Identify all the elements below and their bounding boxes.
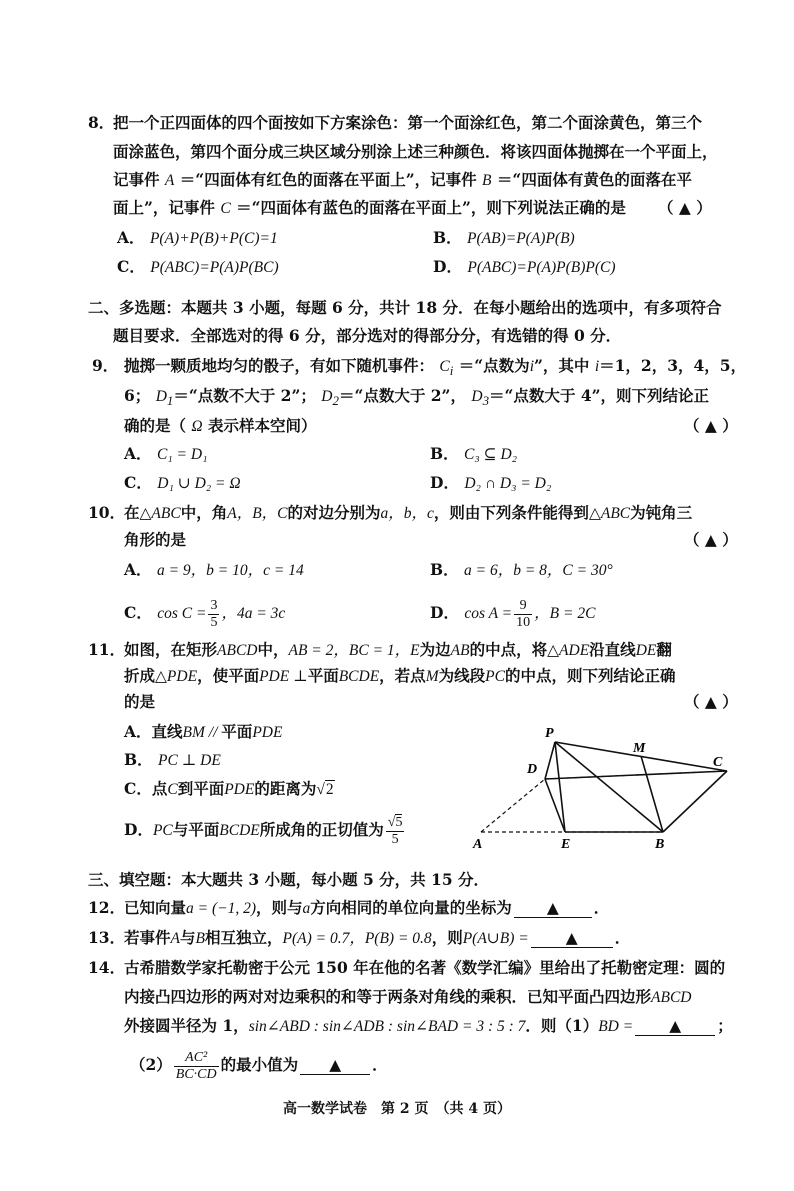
q10-number: 10． — [88, 503, 126, 522]
q8-option-a[interactable] — [117, 228, 278, 249]
q10-text: 的对边分别为 — [287, 503, 381, 522]
q14-line3 — [124, 1016, 733, 1037]
q8-text: ＝“四面体有红色的面落在平面上”，记事件 — [179, 170, 477, 189]
option-text: 所成角的正切值为 — [259, 820, 384, 839]
q14-text: 的最小值为 — [220, 1055, 299, 1074]
denominator: BC·CD — [175, 1066, 217, 1082]
option-text: D₂ ∩ D₃ = D₂ — [464, 475, 552, 492]
q8-event-a: A — [164, 172, 175, 189]
label-D: D — [527, 762, 538, 777]
option-label: C． — [124, 603, 152, 622]
option-label: A． — [124, 560, 152, 579]
symbol: D — [321, 388, 333, 405]
symbol: PDE — [252, 724, 283, 741]
option-label: B． — [124, 750, 153, 769]
q11-line3: 的是 — [124, 692, 156, 711]
symbol: △ABC — [139, 505, 181, 522]
option-label: D． — [430, 603, 459, 622]
q9-text: 表示样本空间） — [208, 416, 317, 435]
symbol: Ω — [191, 418, 203, 435]
symbol: BD = — [598, 1018, 634, 1035]
symbol: AB — [450, 642, 470, 659]
numerator: √5 — [387, 814, 403, 830]
q8-line4 — [113, 198, 626, 219]
q13-text: 若事件 — [124, 928, 171, 947]
q11-text: 的中点，则下列结论正确 — [504, 666, 676, 685]
symbol: ABCD — [651, 989, 692, 1006]
symbol: a，b，c — [380, 505, 434, 522]
symbol: PDE ⊥ — [259, 668, 308, 685]
q8-text: ＝“四面体有黄色的面落在平 — [496, 170, 692, 189]
q13-number: 13． — [88, 928, 126, 947]
symbol: △PDE — [155, 668, 198, 685]
symbol: BM // — [182, 724, 222, 741]
q8-text: 记事件 — [113, 170, 160, 189]
q10-text: ，则由下列条件能得到 — [433, 503, 589, 522]
symbol: A，B，C — [227, 505, 288, 522]
q12-answer-blank[interactable]: ▲ — [514, 899, 592, 918]
symbol: BCDE — [338, 668, 380, 685]
symbol: a = (−1, 2) — [186, 900, 257, 917]
fraction — [514, 598, 532, 631]
q11-text: 沿直线 — [589, 640, 636, 659]
q14-answer-blank-1[interactable]: ▲ — [635, 1017, 715, 1036]
option-text: ，4a = 3c — [221, 605, 286, 622]
symbol: C — [167, 781, 178, 798]
radicand: 5 — [395, 814, 403, 830]
q13-answer-blank[interactable]: ▲ — [531, 929, 613, 948]
option-label: B． — [430, 560, 459, 579]
q14-number: 14． — [88, 958, 126, 977]
q14-text: ； — [717, 1016, 733, 1035]
q11-number: 11． — [88, 640, 126, 659]
q11-text: 的中点，将 — [469, 640, 548, 659]
option-label: C． — [124, 473, 152, 492]
edge-DC-solid — [545, 771, 727, 779]
q12-text: ，则与 — [256, 898, 303, 917]
symbol: P(A∪B) = — [462, 930, 529, 947]
q12-number: 12． — [88, 898, 126, 917]
q12-text: ． — [593, 898, 610, 917]
option-text: C₃ ⊆ D₂ — [464, 446, 518, 463]
q11-text: 为边 — [419, 640, 451, 659]
option-text: 直线 — [151, 722, 183, 741]
q9-text: ＝“点数为 — [458, 356, 530, 375]
label-M: M — [633, 741, 646, 756]
symbol: △ADE — [547, 642, 590, 659]
q11-text: 中， — [257, 640, 289, 659]
q11-answer-slot[interactable]: （ ▲ ） — [684, 692, 738, 711]
symbol: BCDE — [219, 822, 260, 839]
q10-text: 中，角 — [180, 503, 228, 522]
q10-option-c[interactable] — [124, 595, 285, 632]
q9-line3 — [124, 416, 317, 437]
q8-line3 — [113, 170, 692, 191]
q9-option-d[interactable] — [430, 473, 551, 494]
q11-text: ，若点 — [379, 666, 426, 685]
q8-text: ＝“四面体有蓝色的面落在平面上”，则下列说法正确的是 — [236, 198, 626, 217]
q9-text: 抛掷一颗质地均匀的骰子，有如下随机事件： — [124, 356, 435, 375]
symbol: M — [425, 668, 439, 685]
q14-text: ．则（1） — [525, 1016, 599, 1035]
symbol: B — [195, 930, 205, 947]
q11-figure — [465, 720, 740, 855]
symbol: D — [471, 388, 483, 405]
q9-event-d2 — [321, 388, 339, 409]
q9-text: ＝“点数大于 4”，则下列结论正 — [489, 386, 710, 405]
q10-line2: 角形的是 — [124, 530, 187, 549]
symbol: PDE — [224, 781, 255, 798]
q8-answer-slot[interactable]: （ ▲ ） — [658, 198, 712, 217]
q8-number: 8． — [88, 113, 115, 132]
symbol: AB = 2，BC = 1，E — [288, 642, 420, 659]
q8-line1: 把一个正四面体的四个面按如下方案涂色：第一个面涂红色，第二个面涂黄色，第三个 — [113, 113, 703, 132]
label-C: C — [713, 755, 723, 770]
q11-text: ，使平面 — [197, 666, 260, 685]
q9-option-a[interactable] — [124, 444, 207, 465]
sqrt: √2 — [316, 781, 334, 798]
q9-text: 确的是（ — [124, 416, 187, 435]
q9-text: ”，其中 — [534, 356, 590, 375]
option-text: cos C = — [157, 605, 207, 622]
option-label: C． — [117, 257, 145, 276]
radicand: 2 — [325, 781, 334, 798]
option-label: D． — [430, 473, 459, 492]
option-text: ，B = 2C — [534, 605, 596, 622]
option-label: D． — [124, 820, 153, 839]
edge-PD — [545, 742, 555, 779]
q11-option-b[interactable] — [124, 750, 221, 771]
subscript: 3 — [482, 393, 490, 409]
q9-number: 9． — [92, 356, 119, 375]
q9-event-ci — [439, 358, 454, 379]
q10-option-b[interactable] — [430, 560, 613, 581]
q9-event-d1 — [155, 388, 174, 409]
label-B: B — [655, 837, 665, 852]
option-text: 的距离为 — [254, 779, 317, 798]
q11-text: 平面 — [307, 666, 339, 685]
denominator: 5 — [391, 831, 399, 847]
option-text: 点 — [151, 779, 168, 798]
q14-line2 — [124, 987, 691, 1008]
label-E: E — [561, 837, 571, 852]
symbol: △ABC — [588, 505, 631, 522]
symbol: C — [439, 358, 450, 375]
symbol: A — [170, 930, 180, 947]
section3-heading: 三、填空题：本大题共 3 小题，每小题 5 分，共 15 分． — [88, 870, 490, 889]
symbol: ABCD — [217, 642, 258, 659]
option-text: cos A = — [464, 605, 513, 622]
q8-text: 面上”，记事件 — [113, 198, 215, 217]
q8-option-c[interactable] — [117, 257, 279, 278]
symbol: DE — [635, 642, 657, 659]
q8-line2: 面涂蓝色，第四个面分成三块区域分别涂上述三种颜色．将该四面体抛掷在一个平面上， — [113, 142, 718, 161]
q14-text: 内接凸四边形的两对对边乘积的和等于两条对角线的乘积．已知平面凸四边形 — [124, 987, 652, 1006]
numerator: 9 — [514, 598, 532, 615]
option-text: 平面 — [221, 722, 253, 741]
edge-AD — [481, 779, 545, 832]
q11-text: 为线段 — [438, 666, 486, 685]
q10-line1 — [124, 503, 692, 524]
q9-text: ＝“点数大于 2”， — [338, 386, 466, 405]
q12-text: 方向相同的单位向量的坐标为 — [310, 898, 512, 917]
q9-text: ＝1，2，3，4，5， — [599, 356, 747, 375]
option-text: D₁ ∪ D₂ = Ω — [157, 475, 241, 492]
numerator: AC² — [174, 1050, 219, 1067]
edge-BC — [663, 771, 727, 832]
symbol: i — [529, 358, 534, 375]
q10-option-a[interactable] — [124, 560, 304, 581]
subscript: 1 — [166, 393, 174, 409]
q11-option-a[interactable] — [124, 722, 282, 743]
q11-line1 — [124, 640, 672, 661]
symbol: P(A) = 0.7，P(B) = 0.8 — [282, 930, 432, 947]
numerator: 3 — [210, 597, 218, 613]
q9-line2 — [124, 386, 709, 411]
q10-text: 为钝角三 — [630, 503, 693, 522]
option-text: P(ABC)=P(A)P(BC) — [150, 259, 279, 276]
q11-text: 如图，在矩形 — [124, 640, 218, 659]
q11-text: 翻 — [656, 640, 672, 659]
q9-event-d3 — [471, 388, 490, 409]
option-label: A． — [117, 228, 145, 247]
label-P: P — [545, 726, 554, 741]
q8-event-b: B — [482, 172, 492, 189]
q9-option-b[interactable] — [430, 444, 517, 465]
option-label: A． — [124, 444, 152, 463]
symbol: PC — [152, 822, 173, 839]
option-label: D． — [433, 257, 462, 276]
q8-option-d[interactable] — [433, 257, 616, 278]
q12-line — [124, 898, 609, 919]
q8-option-b[interactable] — [433, 228, 575, 249]
q10-text: 在 — [124, 503, 140, 522]
denominator: 5 — [210, 614, 218, 630]
q14-line1: 古希腊数学家托勒密于公元 150 年在他的名著《数学汇编》里给出了托勒密定理：圆的 — [124, 958, 726, 977]
option-text: PC ⊥ DE — [158, 752, 221, 769]
option-label: B． — [433, 228, 462, 247]
q14-answer-blank-2[interactable]: ▲ — [300, 1056, 370, 1075]
option-text: P(AB)=P(A)P(B) — [467, 230, 575, 247]
option-label: B． — [430, 444, 459, 463]
option-text: P(ABC)=P(A)P(B)P(C) — [467, 259, 616, 276]
q13-text: 相互独立， — [204, 928, 283, 947]
option-text: 到平面 — [177, 779, 225, 798]
q9-text: ＝“点数不大于 2”； — [173, 386, 316, 405]
q9-answer-slot[interactable]: （ ▲ ） — [684, 416, 738, 435]
q9-option-c[interactable] — [124, 473, 241, 494]
option-text: 与平面 — [172, 820, 220, 839]
symbol: PC — [485, 668, 505, 685]
q8-event-c: C — [220, 200, 231, 217]
subscript: i — [449, 363, 454, 379]
q14-line4 — [130, 1046, 388, 1084]
option-text: P(A)+P(B)+P(C)=1 — [149, 230, 278, 247]
subscript: 2 — [332, 393, 339, 409]
denominator: 10 — [516, 614, 531, 630]
option-label: C． — [124, 779, 152, 798]
q13-text: ，则 — [431, 928, 463, 947]
q14-text: ． — [372, 1055, 388, 1074]
page-footer: 高一数学试卷 第 2 页 （共 4 页） — [283, 1101, 511, 1117]
q11-text: 折成 — [124, 666, 156, 685]
option-text: a = 9，b = 10，c = 14 — [156, 562, 304, 579]
section2-heading: 二、多选题：本题共 3 小题，每题 6 分，共计 18 分．在每小题给出的选项中，有多项符合 — [88, 298, 722, 317]
q11-option-d[interactable] — [124, 812, 406, 849]
fraction — [174, 1050, 219, 1083]
q10-answer-slot[interactable]: （ ▲ ） — [684, 530, 738, 549]
q14-text: 外接圆半径为 1， — [124, 1016, 249, 1035]
q9-line1 — [124, 356, 746, 381]
symbol: i — [594, 358, 600, 375]
option-text: C₁ = D₁ — [156, 446, 208, 463]
option-label: A． — [124, 722, 152, 741]
section2-heading-line2: 题目要求．全部选对的得 6 分，部分选对的得部分分，有选错的得 0 分． — [113, 326, 622, 345]
q9-text: 6； — [124, 386, 151, 405]
q14-text: （2） — [130, 1055, 172, 1074]
edge-MB — [641, 756, 663, 832]
q13-line — [124, 928, 630, 949]
q10-option-d[interactable] — [430, 595, 595, 632]
option-text: a = 6，b = 8，C = 30° — [464, 562, 613, 579]
symbol: a — [302, 900, 311, 917]
edge-PB — [555, 742, 663, 832]
symbol: sin∠ABD : sin∠ADB : sin∠BAD = 3 : 5 : 7 — [248, 1018, 526, 1035]
fraction — [386, 815, 405, 848]
q11-line2 — [124, 666, 675, 687]
symbol: D — [155, 388, 167, 405]
q12-text: 已知向量 — [124, 898, 187, 917]
fraction — [208, 598, 219, 631]
q11-option-c[interactable] — [124, 779, 335, 800]
q13-text: ． — [614, 928, 631, 947]
q13-text: 与 — [179, 928, 196, 947]
label-A: A — [473, 837, 483, 852]
